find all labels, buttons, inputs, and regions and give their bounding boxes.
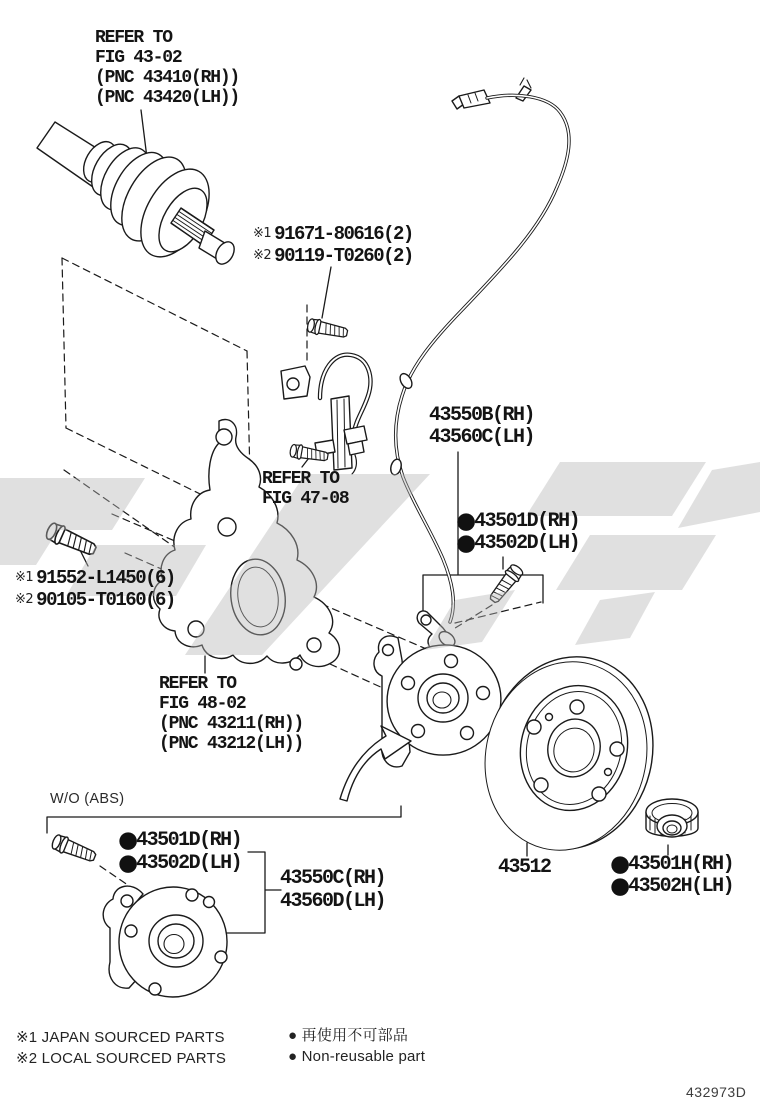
- callout-rotor: 43512: [498, 856, 551, 879]
- diagram-code: 432973D: [686, 1084, 747, 1100]
- brake-rotor-drawing: [465, 639, 673, 867]
- watermark: [0, 462, 760, 655]
- callout-axle-ref: REFER TO FIG 43-02 (PNC 43410(RH)) (PNC 43420(LH)): [95, 28, 240, 108]
- callout-hub-bolts-no-abs: ●43501D(RH) ●43502D(LH): [118, 827, 242, 876]
- callout-knuckle-bolts: ※1 91552-L1450(6) ※2 90105-T0160(6): [15, 567, 175, 611]
- callout-hub-no-abs: 43550C(RH) 43560D(LH): [280, 867, 386, 913]
- callout-hub-bolts-abs: ●43501D(RH) ●43502D(LH): [456, 508, 580, 556]
- callout-sensor-bolts: ※1 91671-80616(2) ※2 90119-T0260(2): [253, 223, 413, 267]
- hub-no-abs-drawing: [103, 880, 234, 1004]
- legend-source-notes: ※1 JAPAN SOURCED PARTS ※2 LOCAL SOURCED PARTS: [16, 1029, 227, 1067]
- callout-hub-nuts: ●43501H(RH) ●43502H(LH): [610, 851, 734, 899]
- abs-sensor-wire-drawing: [389, 78, 569, 651]
- callout-hose-ref: REFER TO FIG 47-08: [262, 469, 349, 509]
- bolt-sensor: [306, 317, 348, 340]
- callout-knuckle-ref: REFER TO FIG 48-02 (PNC 43211(RH)) (PNC 43212(LH)): [159, 674, 304, 754]
- bolt-hub-no-abs: [50, 833, 98, 865]
- legend-reuse-notes: ● 再使用不可部品 ● Non-reusable part: [288, 1027, 426, 1065]
- cv-axle-drawing: [37, 122, 238, 269]
- wo-abs-heading: W/O (ABS): [50, 791, 125, 807]
- callout-sensor-assy: 43550B(RH) 43560C(LH): [429, 404, 535, 449]
- lock-nut-drawing: [646, 799, 698, 837]
